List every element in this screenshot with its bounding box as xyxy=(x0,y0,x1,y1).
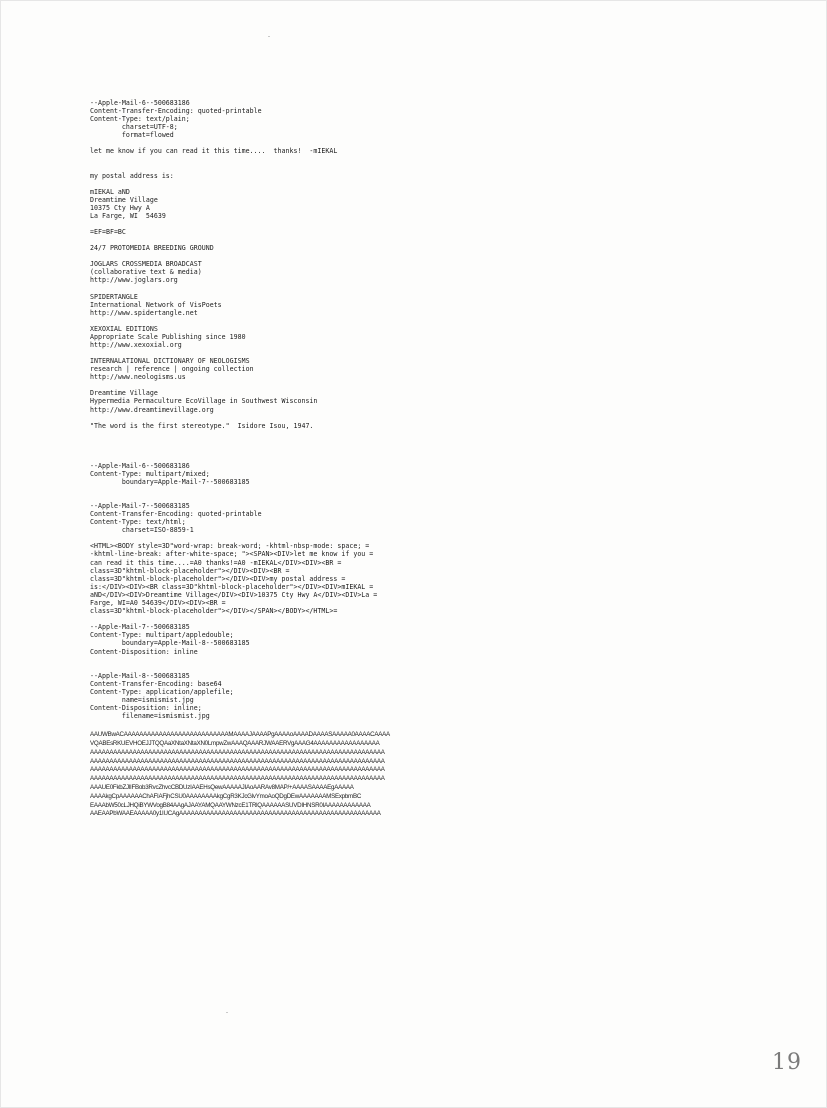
text-line: JOGLARS CROSSMEDIA BROADCAST xyxy=(90,260,202,269)
text-line: XEXOXIAL EDITIONS xyxy=(90,324,158,333)
scan-speck xyxy=(226,1012,228,1013)
base64-line: VQABEsRKUEVHOEJJTQQAaXNtaXNtaXN0LmpwZwAAAQAAARJWAAERVgAAAG4AAAAAAAAAAAAAAAAA xyxy=(90,739,380,747)
base64-line: AAUWBwACAAAAAAAAAAAAAAAAAAAAAAAAAAAMAAAAJAAAAPgAAAAoAAAADAAAASAAAAA0AAAACAAAA xyxy=(90,731,390,739)
text-line: (collaborative text & media) xyxy=(90,268,202,277)
base64-line: AAAAAAAAAAAAAAAAAAAAAAAAAAAAAAAAAAAAAAAAAAAAAAAAAAAAAAAAAAAAAAAAAAAAAAAAAAAA xyxy=(90,757,385,765)
text-line: boundary=Apple-Mail-8--500683185 xyxy=(90,639,250,648)
text-line: http://www.joglars.org xyxy=(90,276,178,285)
text-line: Content-Type: application/applefile; xyxy=(90,687,234,696)
text-line: Content-Transfer-Encoding: base64 xyxy=(90,679,222,688)
text-line: research | reference | ongoing collection xyxy=(90,365,254,374)
text-line: "The word is the first stereotype." Isidore Isou, 1947. xyxy=(90,421,314,430)
base64-data-block xyxy=(90,731,450,819)
text-line: Dreamtime Village xyxy=(90,389,158,398)
text-line: Farge, WI=A0 54639</DIV><DIV><BR = xyxy=(90,599,226,608)
text-line: Content-Type: multipart/mixed; xyxy=(90,469,210,478)
text-line: charset=ISO-8859-1 xyxy=(90,526,194,535)
text-line: class=3D"khtml-block-placeholder"></DIV><DIV><BR = xyxy=(90,566,290,575)
text-line: aND</DIV><DIV>Dreamtime Village</DIV><DIV>10375 Cty Hwy A</DIV><DIV>La = xyxy=(90,590,378,599)
text-line: --Apple-Mail-6--500683186 xyxy=(90,99,190,107)
text-line: Hypermedia Permaculture EcoVillage in Southwest Wisconsin xyxy=(90,397,318,406)
text-line: --Apple-Mail-6--500683186 xyxy=(90,461,190,470)
text-line: 10375 Cty Hwy A xyxy=(90,203,150,212)
text-line: charset=UTF-8; xyxy=(90,123,178,132)
text-line: Dreamtime Village xyxy=(90,195,158,204)
text-line: is:</DIV><DIV><BR class=3D"khtml-block-placeholder"></DIV><DIV>mIEKAL = xyxy=(90,582,374,591)
text-line: can read it this time....=A0 thanks!=A0 -mIEKAL</DIV><DIV><BR = xyxy=(90,558,342,567)
text-line: http://www.spidertangle.net xyxy=(90,308,198,317)
text-line: <HTML><BODY style=3D"word-wrap: break-word; -khtml-nbsp-mode: space; = xyxy=(90,542,370,551)
base64-line: AAEAAPbWAAEAAAAA0y1IUCAgAAAAAAAAAAAAAAAAAAAAAAAAAAAAAAAAAAAAAAAAAAAAAAAAAAAA xyxy=(90,810,381,818)
text-line: http://www.neologisms.us xyxy=(90,373,186,382)
base64-line: EAAAbW50cLJHQiBYWVogB84AAgAJAAYAMQAAYWNzcE1TRlQAAAAAASUVDIHNSR0IAAAAAAAAAAAA xyxy=(90,801,371,809)
mime-text-block xyxy=(90,99,450,720)
text-line: INTERNALATIONAL DICTIONARY OF NEOLOGISMS xyxy=(90,357,250,366)
text-line: Content-Type: text/html; xyxy=(90,518,186,527)
text-line: Content-Disposition: inline; xyxy=(90,703,202,712)
text-line: mIEKAL aND xyxy=(90,187,130,196)
scan-speck xyxy=(268,36,270,37)
base64-line: AAAAAAAAAAAAAAAAAAAAAAAAAAAAAAAAAAAAAAAAAAAAAAAAAAAAAAAAAAAAAAAAAAAAAAAAAAAA xyxy=(90,775,385,783)
text-line: name=ismismist.jpg xyxy=(90,695,194,704)
base64-line: AAAAAAAAAAAAAAAAAAAAAAAAAAAAAAAAAAAAAAAAAAAAAAAAAAAAAAAAAAAAAAAAAAAAAAAAAAAA xyxy=(90,766,385,774)
text-line: =EF=BF=BC xyxy=(90,228,126,237)
text-line: -khtml-line-break: after-white-space; "><SPAN><DIV>let me know if you = xyxy=(90,550,374,559)
text-line: Content-Disposition: inline xyxy=(90,647,198,656)
text-line: --Apple-Mail-8--500683185 xyxy=(90,671,190,680)
base64-line: AAAAAAAAAAAAAAAAAAAAAAAAAAAAAAAAAAAAAAAAAAAAAAAAAAAAAAAAAAAAAAAAAAAAAAAAAAAA xyxy=(90,748,385,756)
text-line: La Farge, WI 54639 xyxy=(90,211,166,220)
text-line: --Apple-Mail-7--500683185 xyxy=(90,623,190,632)
text-line: Appropriate Scale Publishing since 1980 xyxy=(90,332,246,341)
email-source-text xyxy=(90,99,450,819)
text-line: boundary=Apple-Mail-7--500683185 xyxy=(90,477,250,486)
text-line: --Apple-Mail-7--500683185 xyxy=(90,502,190,510)
text-line: class=3D"khtml-block-placeholder"></DIV></SPAN></BODY></HTML>= xyxy=(90,607,338,616)
text-line: Content-Type: multipart/appledouble; xyxy=(90,631,234,640)
text-line: Content-Type: text/plain; xyxy=(90,115,190,124)
text-line: http://www.dreamtimevillage.org xyxy=(90,405,214,414)
text-line: SPIDERTANGLE xyxy=(90,292,138,301)
page-number: 19 xyxy=(772,1050,802,1075)
text-line: http://www.xexoxial.org xyxy=(90,340,182,349)
text-line: International Network of VisPoets xyxy=(90,300,222,309)
text-line: 24/7 PROTOMEDIA BREEDING GROUND xyxy=(90,244,214,253)
text-line: Content-Transfer-Encoding: quoted-printable xyxy=(90,510,262,519)
base64-line: AAAAkgCpAAAAAAChAFIAFjhCSU0AAAAAAAAkgCgR3KJcGlvYmoAoQDgDEwAAAAAAAMSExpbmBC xyxy=(90,792,362,800)
base64-line: AAAUE0FkbZJlIFBob3RvcZhvcCBDUzIAAEHsQewAAAAAJIAoAARAv8MAP/+AAAASAAAAEgAAAAA xyxy=(90,783,354,791)
text-line: class=3D"khtml-block-placeholder"></DIV><DIV>my postal address = xyxy=(90,574,346,583)
text-line: format=flowed xyxy=(90,131,174,140)
text-line: my postal address is: xyxy=(90,171,174,180)
text-line: let me know if you can read it this time.... thanks! -mIEKAL xyxy=(90,147,338,156)
text-line: Content-Transfer-Encoding: quoted-printable xyxy=(90,107,262,116)
text-line: filename=ismismist.jpg xyxy=(90,712,210,721)
